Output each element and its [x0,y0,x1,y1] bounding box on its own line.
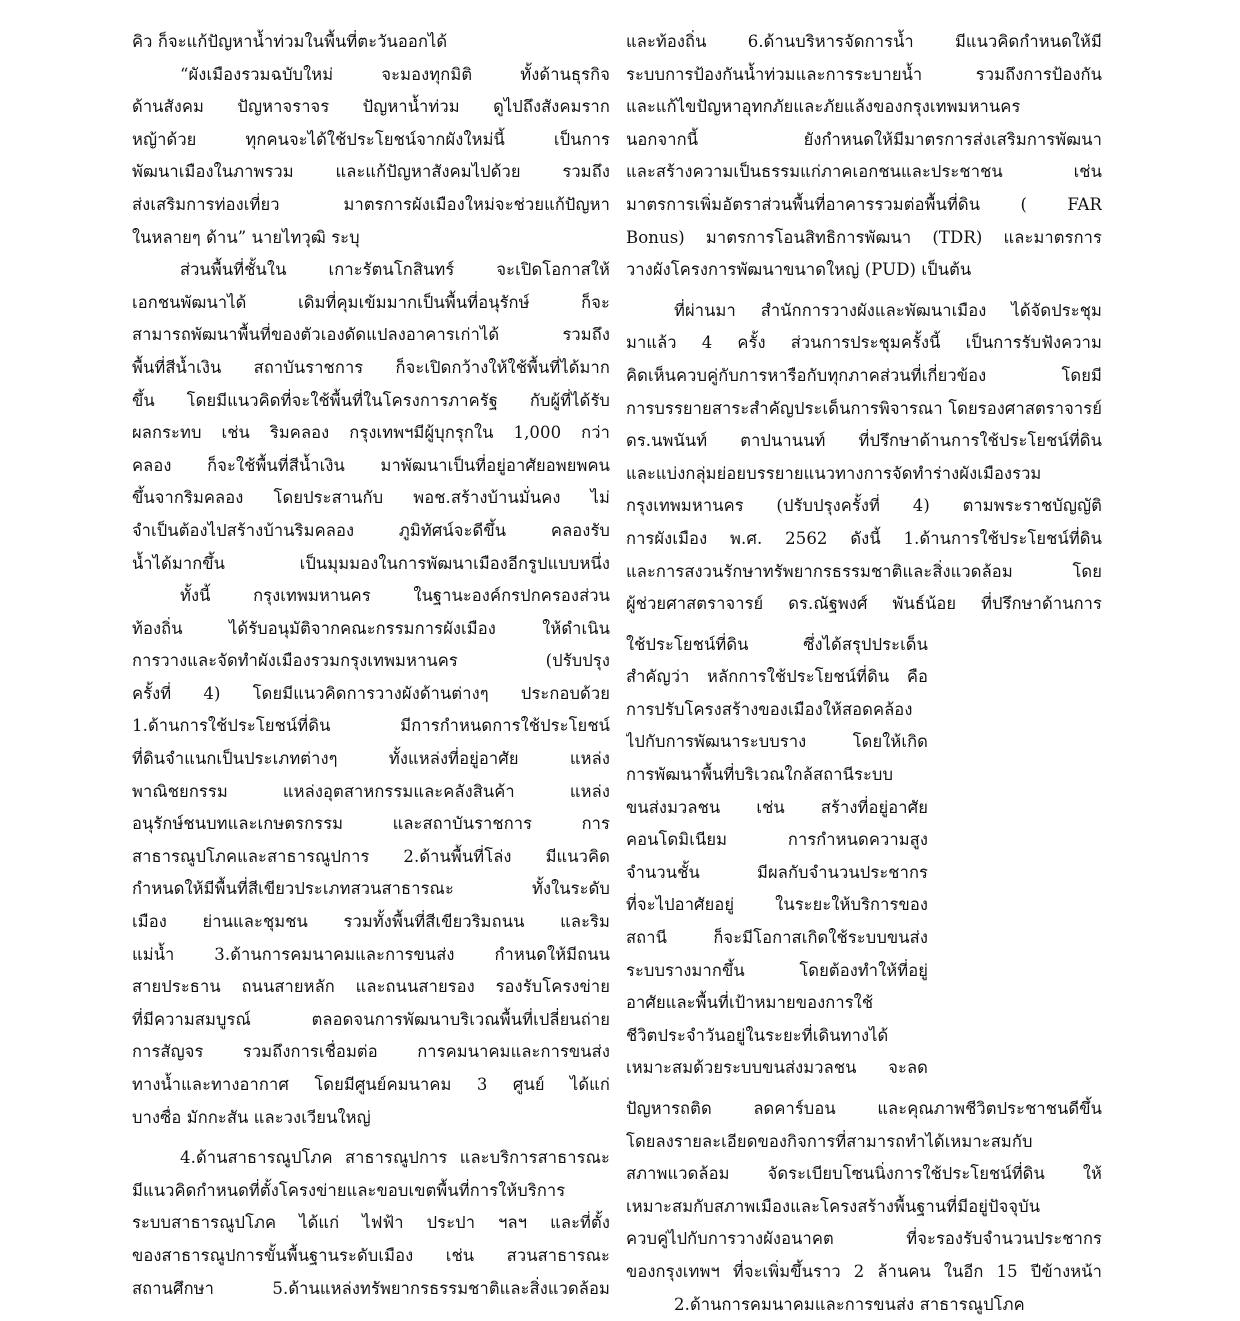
right-column-text-line: 2.ด้านการคมนาคมและการขนส่ง สาธารณูปโภค [674,1294,1025,1314]
left-column-text-line: ด้านสังคม ปัญหาจราจร ปัญหาน้ำท่วม ดูไปถึงสังคมราก [132,97,610,117]
right-column-text-line: คิดเห็นควบคู่กับการหารือกับทุกภาคส่วนที่เกี่ยวข้อง โดยมี [626,365,1102,385]
right-column-text-line: และแก้ไขปัญหาอุทกภัยและภัยแล้งของกรุงเทพมหานคร [626,97,1021,117]
paragraph-gap [626,287,1102,295]
right-column-text-line: ดร.นพนันท์ ตาปนานนท์ ที่ปรึกษาด้านการใช้ประโยชน์ที่ดิน [626,431,1102,451]
left-column-text-line: การสัญจร รวมถึงการเชื่อมต่อ การคมนาคมและการขนส่ง [132,1042,610,1062]
right-column-text-line: นอกจากนี้ ยังกำหนดให้มีมาตรการส่งเสริมการพัฒนา [626,129,1102,149]
left-column-text-line: คลอง ก็จะใช้พื้นที่สีน้ำเงิน มาพัฒนาเป็นที่อยู่อาศัยอพยพคน [132,455,610,475]
left-column-text-line: กำหนดให้มีพื้นที่สีเขียวประเภทสวนสาธารณะ ทั้งในระดับ [132,879,610,899]
left-column-text-line: ผลกระทบ เช่น ริมคลอง กรุงเทพฯมีผู้บุกรุกใน 1,000 กว่า [132,423,610,443]
left-column-text-line: เมือง ย่านและชุมชน รวมทั้งพื้นที่สีเขียวริมถนน และริม [132,912,610,932]
left-column-text-line: ส่วนพื้นที่ชั้นใน เกาะรัตนโกสินทร์ จะเปิดโอกาสให้ [180,260,610,280]
left-column-text-line: พาณิชยกรรม แหล่งอุตสาหกรรมและคลังสินค้า แหล่ง [132,781,610,801]
left-column-text-line: พื้นที่สีน้ำเงิน สถาบันราชการ ก็จะเปิดกว้างให้ใช้พื้นที่ได้มาก [132,357,610,377]
right-column-text-line: ควบคู่ไปกับการวางผังอนาคต ที่จะรองรับจำนวนประชากร [626,1229,1102,1249]
left-column-text-line: ส่งเสริมการท่องเที่ยว มาตรการผังเมืองใหม่จะช่วยแก้ปัญหา [132,194,610,214]
left-column-text-line: ขึ้น โดยมีแนวคิดที่จะใช้พื้นที่ในโครงการภาครัฐ กับผู้ที่ได้รับ [132,390,610,410]
paragraph-gap [132,1134,610,1142]
right-column-text-line: การพัฒนาพื้นที่บริเวณใกล้สถานีระบบ [626,765,894,785]
right-column-text-line: ผู้ช่วยศาสตราจารย์ ดร.ณัฐพงศ์ พันธ์น้อย ที่ปรึกษาด้านการ [626,594,1102,614]
right-column-text-line: และการสงวนรักษาทรัพยากรธรรมชาติและสิ่งแวดล้อม โดย [626,561,1102,581]
right-column-text-line: การผังเมือง พ.ศ. 2562 ดังนี้ 1.ด้านการใช้ประโยชน์ที่ดิน [626,528,1102,548]
left-column-text-line: สาธารณูปโภคและสาธารณูปการ 2.ด้านพื้นที่โล่ง มีแนวคิด [132,846,610,866]
right-column-text-line: เหมาะสมด้วยระบบขนส่งมวลชน จะลด [626,1058,928,1078]
right-column-text-line: อาศัยและพื้นที่เป้าหมายของการใช้ [626,993,874,1013]
right-text-column [626,26,1102,1321]
left-column-text-line: ของสาธารณูปการขั้นพื้นฐานระดับเมือง เช่น สวนสาธารณะ [132,1245,610,1265]
right-column-text-line: เหมาะสมกับสภาพเมืองและโครงสร้างพื้นฐานที่มีอยู่ปัจจุบัน [626,1196,1041,1216]
left-column-text-line: คิว ก็จะแก้ปัญหาน้ำท่วมในพื้นที่ตะวันออกได้ [132,32,448,51]
right-column-text-line: สำคัญว่า หลักการใช้ประโยชน์ที่ดิน คือ [626,667,928,687]
right-column-text-line: คอนโดมิเนียม การกำหนดความสูง [626,830,928,850]
left-column-text-line: ครั้งที่ 4) โดยมีแนวคิดการวางผังด้านต่างๆ ประกอบด้วย [132,683,610,703]
left-column-text-line: ขึ้นจากริมคลอง โดยประสานกับ พอช.สร้างบ้านมั่นคง ไม่ [132,488,610,508]
left-column-text-line: 4.ด้านสาธารณูปโภค สาธารณูปการ และบริการสาธารณะ [180,1148,610,1168]
left-column-text-line: อนุรักษ์ชนบทและเกษตรกรรม และสถาบันราชการ การ [132,814,610,834]
left-column-text-line: สถานศึกษา 5.ด้านแหล่งทรัพยากรธรรมชาติและสิ่งแวดล้อม [132,1278,610,1298]
right-column-text-line: และท้องถิ่น 6.ด้านบริหารจัดการน้ำ มีแนวคิดกำหนดให้มี [626,32,1102,51]
right-column-text-line: ปัญหารถติด ลดคาร์บอน และคุณภาพชีวิตประชาชนดีขึ้น [626,1099,1102,1118]
left-column-text-line: ในหลายๆ ด้าน” นายไทวุฒิ ระบุ [132,227,360,247]
left-text-column [132,26,610,1305]
left-column-text-line: บางซื่อ มักกะสัน และวงเวียนใหญ่ [132,1107,371,1127]
left-column-text-line: น้ำได้มากขึ้น เป็นมุมมองในการพัฒนาเมืองอีกรูปแบบหนึ่ง [132,553,610,573]
left-column-text-line: จำเป็นต้องไปสร้างบ้านริมคลอง ภูมิทัศน์จะดีขึ้น คลองรับ [132,520,610,540]
paragraph-gap [626,1085,1102,1093]
left-column-text-line: ทั้งนี้ กรุงเทพมหานคร ในฐานะองค์กรปกครองส่วน [180,586,610,606]
right-column-text-line: จำนวนชั้น มีผลกับจำนวนประชากร [626,862,928,882]
paragraph-gap [626,621,1102,629]
right-column-text-line: ขนส่งมวลชน เช่น สร้างที่อยู่อาศัย [626,797,928,817]
right-column-text-line: สถานี ก็จะมีโอกาสเกิดใช้ระบบขนส่ง [626,928,928,948]
right-column-text-line: มาตรการเพิ่มอัตราส่วนพื้นที่อาคารรวมต่อพื้นที่ดิน ( FAR [626,194,1102,214]
right-column-text-line: ที่ผ่านมา สำนักการวางผังและพัฒนาเมือง ได้จัดประชุม [674,300,1102,320]
right-column-text-line: ที่จะไปอาศัยอยู่ ในระยะให้บริการของ [626,895,928,915]
right-column-text-line: Bonus) มาตรการโอนสิทธิการพัฒนา (TDR) และมาตรการ [626,227,1102,247]
left-column-text-line: พัฒนาเมืองในภาพรวม และแก้ปัญหาสังคมไปด้วย รวมถึง [132,162,610,182]
right-column-text-line: มาแล้ว 4 ครั้ง ส่วนการประชุมครั้งนี้ เป็นการรับฟังความ [626,333,1102,353]
left-column-text-line: หญ้าด้วย ทุกคนจะได้ใช้ประโยชน์จากผังใหม่นี้ เป็นการ [132,129,610,149]
right-column-text-line: ระบบรางมากขึ้น โดยต้องทำให้ที่อยู่ [626,960,928,980]
right-column-text-line: ใช้ประโยชน์ที่ดิน ซึ่งได้สรุปประเด็น [626,634,928,654]
right-column-text-line: การปรับโครงสร้างของเมืองให้สอดคล้อง [626,699,913,719]
left-column-text-line: สามารถพัฒนาพื้นที่ของตัวเองดัดแปลงอาคารเก่าได้ รวมถึง [132,325,610,345]
right-column-text-line: สภาพแวดล้อม จัดระเบียบโซนนิ่งการใช้ประโยชน์ที่ดิน ให้ [626,1164,1102,1184]
right-column-text-line: โดยลงรายละเอียดของกิจการที่สามารถทำได้เหมาะสมกับ [626,1131,1033,1151]
left-column-text-line: เอกชนพัฒนาได้ เดิมที่คุมเข้มมากเป็นพื้นที่อนุรักษ์ ก็จะ [132,292,610,312]
left-column-text-line: การวางและจัดทำผังเมืองรวมกรุงเทพมหานคร (ปรับปรุง [132,651,610,671]
right-column-text-line: ของกรุงเทพฯ ที่จะเพิ่มขึ้นราว 2 ล้านคน ในอีก 15 ปีข้างหน้า [626,1261,1102,1281]
right-column-text-line: ชีวิตประจำวันอยู่ในระยะที่เดินทางได้ [626,1025,889,1045]
right-column-text-line: และแบ่งกลุ่มย่อยบรรยายแนวทางการจัดทำร่างผังเมืองรวม [626,463,1042,483]
left-column-text-line: “ผังเมืองรวมฉบับใหม่ จะมองทุกมิติ ทั้งด้านธุรกิจ [180,64,610,84]
left-column-text-line: แม่น้ำ 3.ด้านการคมนาคมและการขนส่ง กำหนดให้มีถนน [132,944,610,964]
left-column-text-line: ระบบสาธารณูปโภค ได้แก่ ไฟฟ้า ประปา ฯลฯ และที่ตั้ง [132,1213,610,1233]
left-column-text-line: มีแนวคิดกำหนดที่ตั้งโครงข่ายและขอบเขตพื้นที่การให้บริการ [132,1180,566,1200]
left-column-text-line: ที่มีความสมบูรณ์ ตลอดจนการพัฒนาบริเวณพื้นที่เปลี่ยนถ่าย [132,1009,610,1029]
right-column-text-line: การบรรยายสาระสำคัญประเด็นการพิจารณา โดยรองศาสตราจารย์ [626,398,1102,418]
right-column-text-line: กรุงเทพมหานคร (ปรับปรุงครั้งที่ 4) ตามพระราชบัญญัติ [626,496,1102,516]
right-column-text-line: วางผังโครงการพัฒนาขนาดใหญ่ (PUD) เป็นต้น [626,260,972,280]
left-column-text-line: ที่ดินจำแนกเป็นประเภทต่างๆ ทั้งแหล่งที่อยู่อาศัย แหล่ง [132,749,610,769]
left-column-text-line: สายประธาน ถนนสายหลัก และถนนสายรอง รองรับโครงข่าย [132,977,610,997]
right-column-text-line: และสร้างความเป็นธรรมแก่ภาคเอกชนและประชาชน เช่น [626,162,1102,182]
left-column-text-line: ทางน้ำและทางอากาศ โดยมีศูนย์คมนาคม 3 ศูนย์ ได้แก่ [132,1075,610,1094]
left-column-text-line: ท้องถิ่น ได้รับอนุมัติจากคณะกรรมการผังเมือง ให้ดำเนิน [132,618,610,638]
right-column-text-line: ระบบการป้องกันน้ำท่วมและการระบายน้ำ รวมถึงการป้องกัน [626,64,1102,84]
left-column-text-line: 1.ด้านการใช้ประโยชน์ที่ดิน มีการกำหนดการใช้ประโยชน์ [132,716,610,736]
right-column-text-line: ไปกับการพัฒนาระบบราง โดยให้เกิด [626,732,928,752]
